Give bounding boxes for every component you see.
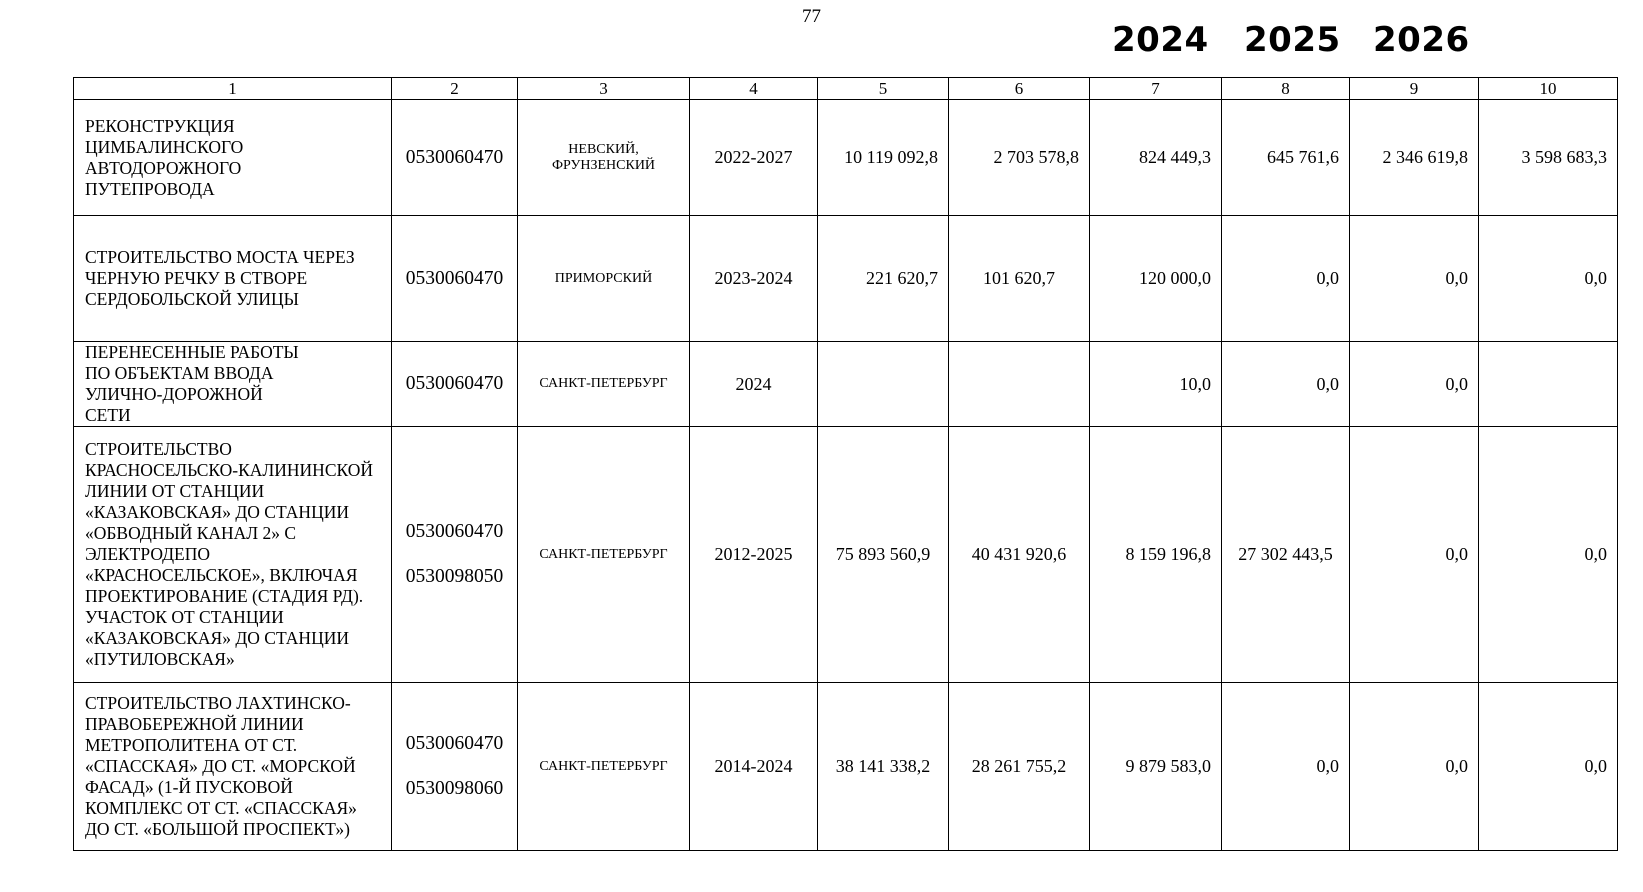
amount-2025: 0,0 [1222, 683, 1350, 851]
amount-2025: 27 302 443,5 [1222, 427, 1350, 683]
column-number: 1 [74, 78, 392, 100]
table-row [74, 683, 1618, 851]
amount-2025: 645 761,6 [1222, 100, 1350, 216]
object-name: СТРОИТЕЛЬСТВО МОСТА ЧЕРЕЗ ЧЕРНУЮ РЕЧКУ В СТВОРЕ СЕРДОБОЛЬСКОЙ УЛИЦЫ [74, 216, 392, 342]
district: НЕВСКИЙ, ФРУНЗЕНСКИЙ [518, 100, 690, 216]
previous-years: 28 261 755,2 [949, 683, 1090, 851]
amount-2026: 2 346 619,8 [1350, 100, 1479, 216]
previous-years: 101 620,7 [949, 216, 1090, 342]
column-number: 7 [1090, 78, 1222, 100]
budget-code: 0530060470 [392, 100, 518, 216]
period: 2012-2025 [690, 427, 818, 683]
previous-years: 2 703 578,8 [949, 100, 1090, 216]
period: 2014-2024 [690, 683, 818, 851]
period: 2024 [690, 342, 818, 427]
district: ПРИМОРСКИЙ [518, 216, 690, 342]
budget-code: 0530060470 0530098050 [392, 427, 518, 683]
column-number-row [74, 78, 1618, 100]
column-number: 2 [392, 78, 518, 100]
column-number: 6 [949, 78, 1090, 100]
previous-years: 40 431 920,6 [949, 427, 1090, 683]
amount-later: 0,0 [1479, 683, 1618, 851]
year-label-2024: 2024 [1112, 20, 1209, 60]
column-number: 3 [518, 78, 690, 100]
amount-2026: 0,0 [1350, 683, 1479, 851]
amount-later: 0,0 [1479, 216, 1618, 342]
budget-code: 0530060470 [392, 342, 518, 427]
total-cost [818, 342, 949, 427]
amount-2024: 10,0 [1090, 342, 1222, 427]
column-number: 9 [1350, 78, 1479, 100]
amount-2025: 0,0 [1222, 342, 1350, 427]
investment-table [73, 77, 1618, 851]
object-name: ПЕРЕНЕСЕННЫЕ РАБОТЫ ПО ОБЪЕКТАМ ВВОДА УЛИЧНО-ДОРОЖНОЙ СЕТИ [74, 342, 392, 427]
object-name: РЕКОНСТРУКЦИЯ ЦИМБАЛИНСКОГО АВТОДОРОЖНОГО ПУТЕПРОВОДА [74, 100, 392, 216]
amount-2024: 8 159 196,8 [1090, 427, 1222, 683]
amount-2025: 0,0 [1222, 216, 1350, 342]
column-number: 5 [818, 78, 949, 100]
amount-2026: 0,0 [1350, 216, 1479, 342]
period: 2022-2027 [690, 100, 818, 216]
amount-later [1479, 342, 1618, 427]
amount-2026: 0,0 [1350, 427, 1479, 683]
budget-code: 0530060470 [392, 216, 518, 342]
object-name: СТРОИТЕЛЬСТВО КРАСНОСЕЛЬСКО-КАЛИНИНСКОЙ ЛИНИИ ОТ СТАНЦИИ «КАЗАКОВСКАЯ» ДО СТАНЦИИ «ОБВОДНЫЙ КАНАЛ 2» С ЭЛЕКТРОДЕПО «КРАСНОСЕЛЬСКОЕ», ВКЛЮЧАЯ ПРОЕКТИРОВАНИЕ (СТАДИЯ РД). УЧАСТОК ОТ СТАНЦИИ «КАЗАКОВСКАЯ» ДО СТАНЦИИ «ПУТИЛОВСКАЯ» [74, 427, 392, 683]
total-cost: 10 119 092,8 [818, 100, 949, 216]
table-row [74, 100, 1618, 216]
object-name: СТРОИТЕЛЬСТВО ЛАХТИНСКО-ПРАВОБЕРЕЖНОЙ ЛИНИИ МЕТРОПОЛИТЕНА ОТ СТ. «СПАССКАЯ» ДО СТ. «МОРСКОЙ ФАСАД» (1-Й ПУСКОВОЙ КОМПЛЕКС ОТ СТ. «СПАССКАЯ» ДО СТ. «БОЛЬШОЙ ПРОСПЕКТ») [74, 683, 392, 851]
budget-code: 0530060470 0530098060 [392, 683, 518, 851]
year-label-2025: 2025 [1244, 20, 1341, 60]
total-cost: 38 141 338,2 [818, 683, 949, 851]
previous-years [949, 342, 1090, 427]
amount-later: 3 598 683,3 [1479, 100, 1618, 216]
period: 2023-2024 [690, 216, 818, 342]
amount-2024: 120 000,0 [1090, 216, 1222, 342]
year-label-2026: 2026 [1373, 20, 1470, 60]
amount-2024: 824 449,3 [1090, 100, 1222, 216]
amount-2024: 9 879 583,0 [1090, 683, 1222, 851]
total-cost: 75 893 560,9 [818, 427, 949, 683]
amount-later: 0,0 [1479, 427, 1618, 683]
amount-2026: 0,0 [1350, 342, 1479, 427]
total-cost: 221 620,7 [818, 216, 949, 342]
page-number: 77 [802, 6, 821, 27]
column-number: 10 [1479, 78, 1618, 100]
district: САНКТ-ПЕТЕРБУРГ [518, 683, 690, 851]
district: САНКТ-ПЕТЕРБУРГ [518, 427, 690, 683]
table-row [74, 216, 1618, 342]
table-row [74, 342, 1618, 427]
column-number: 8 [1222, 78, 1350, 100]
table-row [74, 427, 1618, 683]
district: САНКТ-ПЕТЕРБУРГ [518, 342, 690, 427]
column-number: 4 [690, 78, 818, 100]
